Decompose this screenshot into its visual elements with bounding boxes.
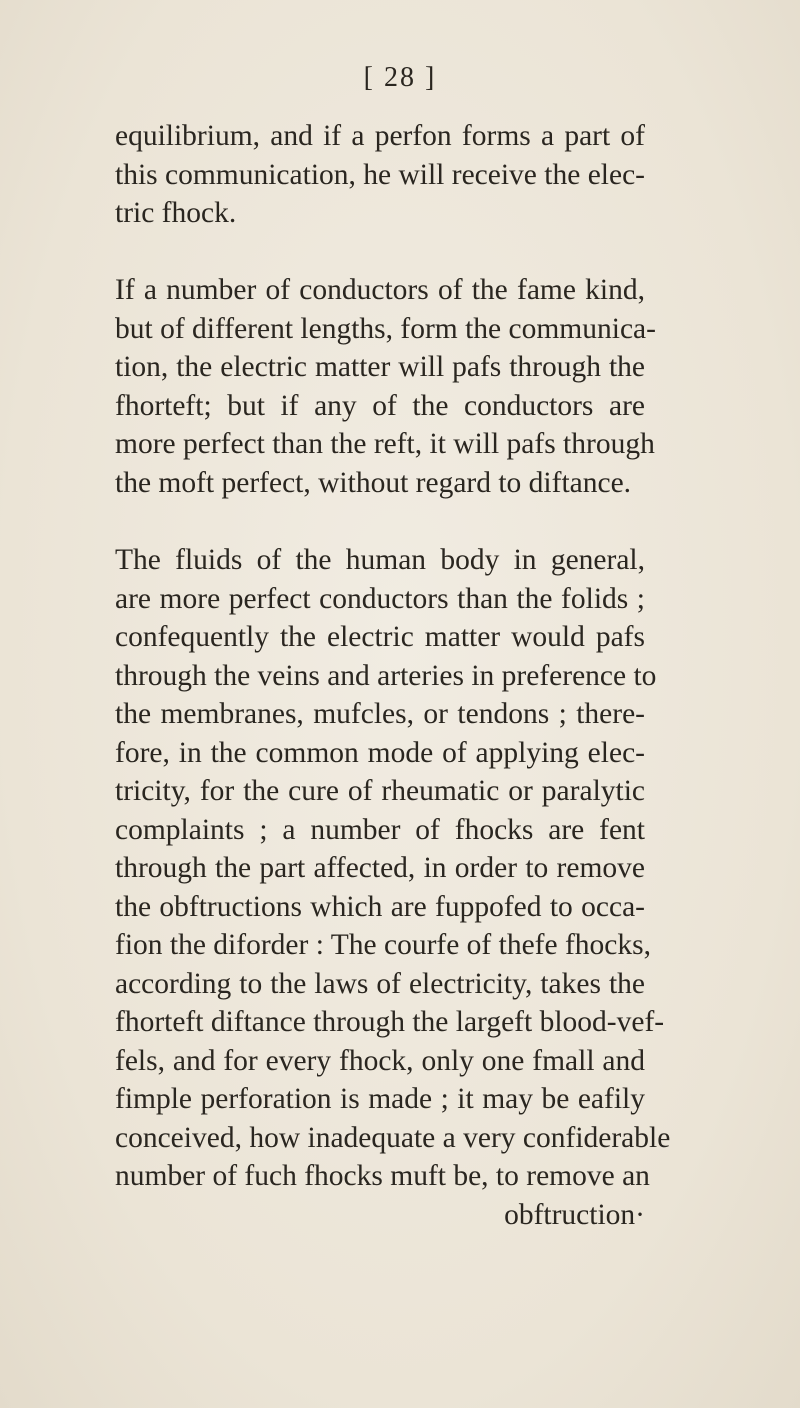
text-line: If a number of conductors of the fame kind, bbox=[115, 274, 645, 306]
text-line: according to the laws of electricity, takes the bbox=[115, 967, 645, 1000]
page-number-header: [ 28 ] bbox=[363, 62, 437, 93]
text-line: through the veins and arteries in preference to bbox=[115, 659, 657, 692]
text-line: number of fuch fhocks muft be, to remove an bbox=[115, 1160, 650, 1192]
paragraph-3 bbox=[115, 541, 671, 1234]
text-line: fels, and for every fhock, only one fmall and bbox=[115, 1044, 645, 1077]
text-line: more perfect than the reft, it will pafs through bbox=[115, 428, 655, 460]
text-line: this communication, he will receive the elec- bbox=[115, 158, 645, 191]
text-line: but of different lengths, form the communica- bbox=[115, 312, 656, 345]
text-line: fhorteft diftance through the largeft blood-vef- bbox=[115, 1006, 665, 1038]
paragraph-1 bbox=[115, 117, 645, 233]
text-line: conceived, how inadequate a very confiderable bbox=[115, 1121, 671, 1154]
text-line: tricity, for the cure of rheumatic or paralytic bbox=[115, 775, 645, 807]
text-line: are more perfect conductors than the folids ; bbox=[115, 582, 645, 615]
text-line: fimple perforation is made ; it may be eafily bbox=[115, 1083, 645, 1115]
text-line: equilibrium, and if a perfon forms a part of bbox=[115, 120, 645, 152]
text-line: complaints ; a number of fhocks are fent bbox=[115, 813, 645, 846]
text-line: The fluids of the human body in general, bbox=[115, 544, 645, 576]
text-line: tric fhock. bbox=[115, 197, 237, 229]
text-line: fore, in the common mode of applying elec- bbox=[115, 736, 645, 769]
text-line: confequently the electric matter would pafs bbox=[115, 621, 645, 653]
text-line: fion the diforder : The courfe of thefe fhocks, bbox=[115, 929, 651, 961]
catchword: obftruction· bbox=[504, 1198, 645, 1231]
text-line: fhorteft; but if any of the conductors are bbox=[115, 389, 645, 422]
text-line: tion, the electric matter will pafs through the bbox=[115, 351, 645, 383]
text-line: the moft perfect, without regard to diftance. bbox=[115, 466, 632, 499]
paragraph-2 bbox=[115, 271, 656, 502]
text-line: the membranes, mufcles, or tendons ; there- bbox=[115, 698, 645, 730]
text-line: the obftructions which are fuppofed to occa- bbox=[115, 890, 645, 923]
text-line: through the part affected, in order to remove bbox=[115, 852, 645, 884]
